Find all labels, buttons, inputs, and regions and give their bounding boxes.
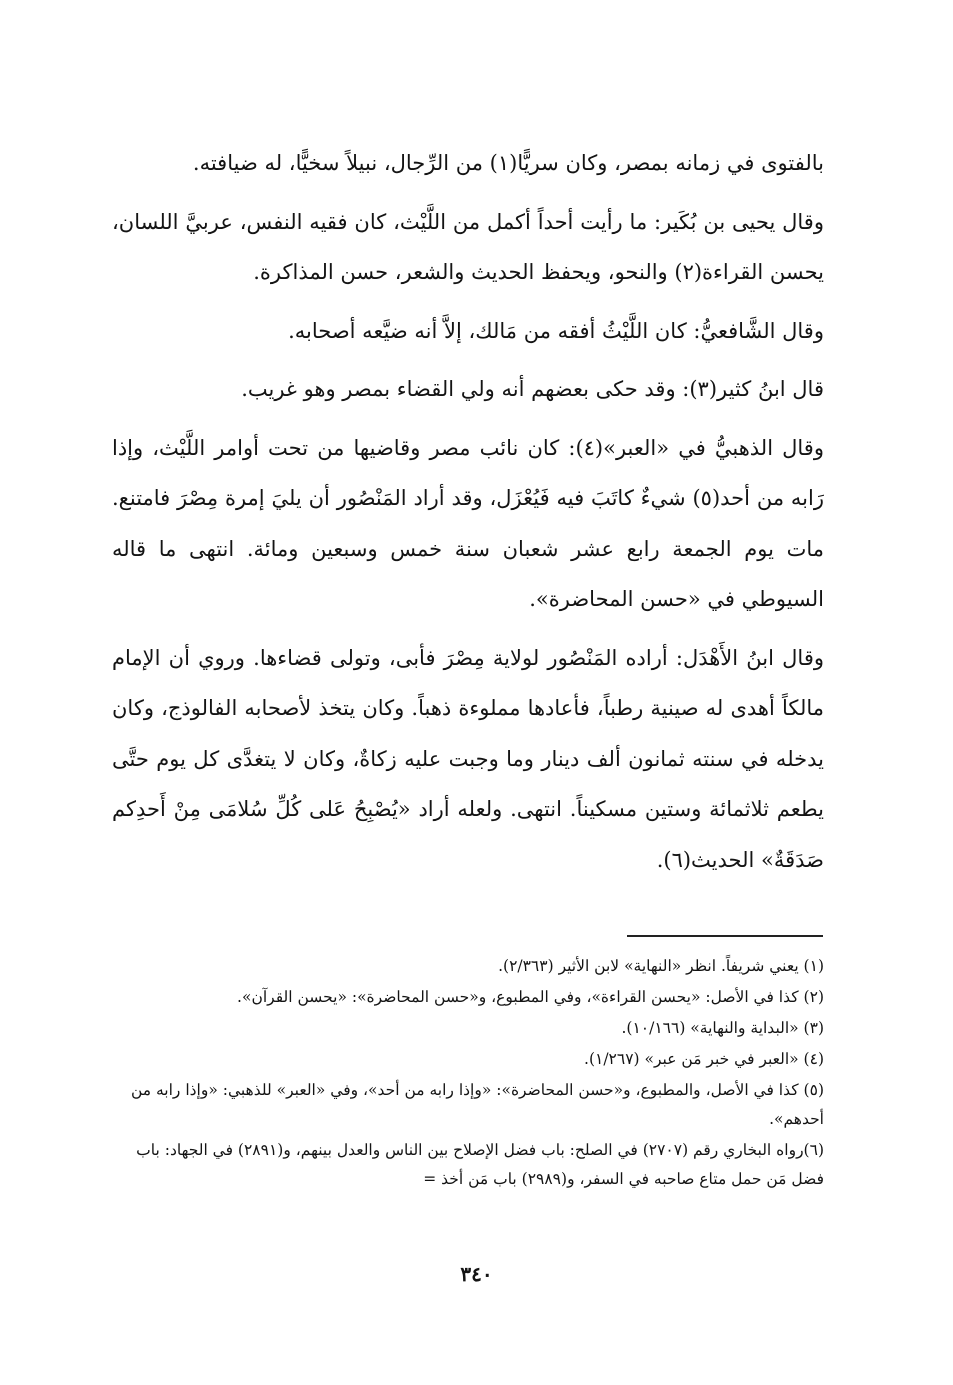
- footnote: (٢) كذا في الأصل: «يحسن القراءة»، وفي المطبوع، و«حسن المحاضرة»: «يحسن القرآن».: [237, 988, 824, 1006]
- paragraph: وقال يحيى بن بُكَير: ما رأيت أحداً أكمل من اللَّيْث، كان فقيه النفس، عربيَّ اللسان، يحسن القراءة(٢) والنحو، ويحفظ الحديث والشعر، حسن المذاكرة.: [112, 209, 824, 284]
- footnotes: [112, 952, 824, 1196]
- paragraph: وقال الشَّافعيُّ: كان اللَّيْثُ أفقه من مَالك، إلاَّ أنه ضيَّعه أصحابه.: [288, 318, 824, 343]
- paragraph: بالفتوى في زمانه بمصر، وكان سريًّا(١) من الرِّجال، نبيلاً سخيًّا، له ضيافته.: [192, 151, 824, 175]
- footnote: (٤) «العبر في خبر مَن عبر» (١/٢٦٧).: [584, 1050, 824, 1068]
- footnote: (١) يعني شريفاً. انظر «النهاية» لابن الأثير (٢/٣٦٣).: [498, 957, 824, 975]
- main-text: [112, 138, 824, 893]
- footnote: (٥) كذا في الأصل، والمطبوع، و«حسن المحاضرة»: «وإذا رابه من أحد»، وفي «العبر» للذهبي: «وإذا رابه من أحدهم».: [130, 1081, 824, 1128]
- page-number: ٣٤٠: [460, 1262, 493, 1286]
- paragraph: وقال ابنُ الأَهْدَل: أراده المَنْصُور لولاية مِصْرَ فأبى، وتولى قضاءها. وروي أن الإمام مالكاً أهدى له صينية رطباً، فأعادها مملوءة ذهباً. وكان يتخذ لأصحابه الفالوذج، وكان يدخله في سنته ثمانون ألف دينار وما وجبت عليه زكاةٌ، وكان لا يتغدَّى كل يوم حتَّى يطعم ثلاثمائة وستين مسكيناً. انتهى. ولعله أراد «يُصْبِحُ عَلى كُلِّ سُلامَى مِنْ أَحدِكم صَدَقَةٌ» الحديث(٦).: [112, 645, 824, 872]
- footnote: (٦)رواه البخاري رقم (٢٧٠٧) في الصلح: باب فضل الإصلاح بين الناس والعدل بينهم، و(٢٨٩١) في الجهاد: باب فضل مَن حمل متاع صاحبه في السفر، و(٢٩٨٩) باب مَن أخذ =: [136, 1141, 824, 1188]
- footnote: (٣) «البداية والنهاية» (١٠/١٦٦).: [621, 1019, 824, 1037]
- paragraph: وقال الذهبيُّ في «العبر»(٤): كان نائب مصر وقاضيها من تحت أوامر اللَّيْث، وإذا رَابه من أحد(٥) شيءٌ كاتَبَ فيه فَيُعْزَل، وقد أراد المَنْصُور أن يليَ إمرة مِصْرَ فامتنع. مات يوم الجمعة رابع عشر شعبان سنة خمس وسبعين ومائة. انتهى ما قاله السيوطي في «حسن المحاضرة».: [112, 435, 824, 611]
- paragraph: قال ابنُ كثير(٣): وقد حكى بعضهم أنه ولي القضاء بمصر وهو غريب.: [241, 377, 824, 401]
- footnote-separator: [627, 935, 823, 937]
